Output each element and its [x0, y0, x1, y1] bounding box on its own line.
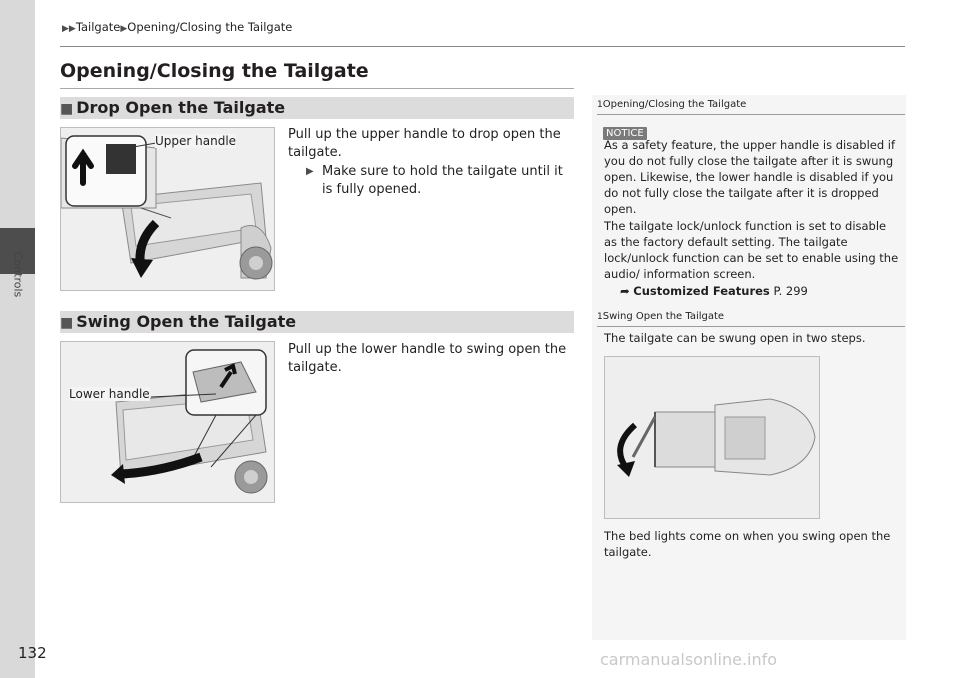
section-heading-drop-open: ■ Drop Open the Tailgate	[60, 97, 574, 119]
chevron-right-icon: ▶	[120, 24, 128, 34]
swing-top-view-illustration	[604, 356, 820, 519]
drop-open-illustration	[60, 127, 275, 291]
chevron-right-icon: ▶▶	[62, 24, 76, 34]
page-title: Opening/Closing the Tailgate	[60, 60, 369, 82]
arrow-bullet-icon: ▶	[306, 166, 314, 177]
note2-heading: 1Swing Open the Tailgate	[597, 311, 725, 322]
note1-heading: 1Opening/Closing the Tailgate	[597, 99, 747, 110]
header-divider	[60, 46, 905, 47]
section-heading-swing-open: ■ Swing Open the Tailgate	[60, 311, 574, 333]
breadcrumb-item-tailgate[interactable]: Tailgate	[75, 20, 121, 34]
section1-subpoint: ▶ Make sure to hold the tailgate until it is fully opened.	[306, 164, 563, 197]
note2-text2: The bed lights come on when you swing open the tailgate.	[604, 529, 891, 559]
note1-reference[interactable]: ➦ Customized Features P. 299	[620, 284, 808, 298]
note1-text2: The tailgate lock/unlock function is set to disable as the factory default setting. The tailgate lock/unlock function can be set to enable using the audio/ information screen.	[604, 219, 899, 281]
note1-divider	[597, 114, 905, 115]
section1-paragraph: Pull up the upper handle to drop open the tailgate.	[288, 127, 561, 160]
title-divider	[60, 88, 574, 89]
reference-arrow-icon: ➦	[620, 284, 630, 298]
callout-lower-handle: Lower handle	[69, 387, 150, 401]
sidebar-label: Controls	[11, 251, 25, 298]
square-bullet-icon: ■	[60, 315, 74, 331]
watermark: carmanualsonline.info	[600, 650, 778, 669]
swing-open-illustration	[60, 341, 275, 503]
notice-badge: NOTICE	[603, 127, 647, 140]
page-number: 132	[18, 644, 47, 662]
note1-text1: As a safety feature, the upper handle is disabled if you do not fully close the tailgate after it is swung open. Likewise, the lower handle is disabled if you do not fully close the tailgate after it is dropped open.	[604, 138, 896, 216]
breadcrumb-item-current: Opening/Closing the Tailgate	[127, 20, 293, 34]
note2-divider	[597, 326, 905, 327]
reference-icon: 1	[597, 100, 603, 110]
breadcrumb	[62, 20, 292, 34]
note2-text1: The tailgate can be swung open in two steps.	[604, 331, 866, 345]
square-bullet-icon: ■	[60, 101, 74, 117]
section2-paragraph: Pull up the lower handle to swing open the tailgate.	[288, 342, 567, 375]
reference-icon: 1	[597, 312, 603, 322]
sidebar	[0, 0, 35, 678]
callout-upper-handle: Upper handle	[155, 134, 237, 148]
